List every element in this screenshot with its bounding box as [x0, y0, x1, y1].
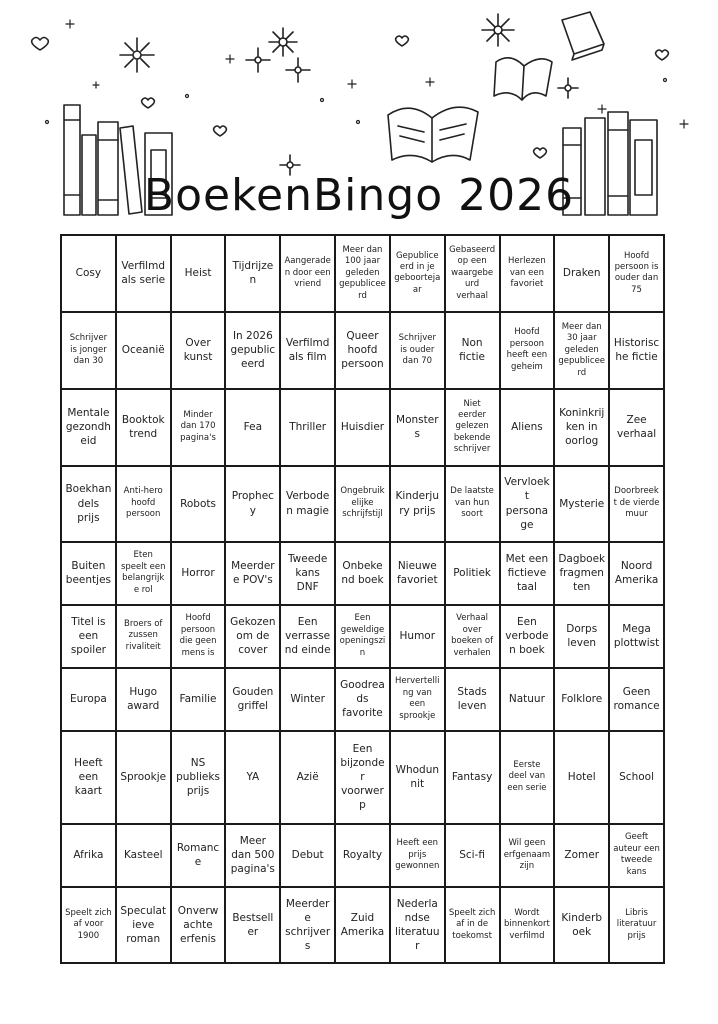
bingo-cell: Een verboden boek: [500, 605, 555, 668]
bingo-cell: Dagboek fragmenten: [554, 542, 609, 605]
bingo-cell: Oceanië: [116, 312, 171, 389]
bingo-cell: Winter: [280, 668, 335, 731]
bingo-row: [61, 887, 664, 963]
bingo-cell: Broers of zussen rivaliteit: [116, 605, 171, 668]
bingo-cell: Humor: [390, 605, 445, 668]
bingo-cell: Heeft een kaart: [61, 731, 116, 824]
bingo-cell: Ongebruikelijke schrijfstijl: [335, 466, 390, 542]
bingo-cell: In 2026 gepubliceerd: [225, 312, 280, 389]
bingo-cell: Goodreads favorite: [335, 668, 390, 731]
bingo-cell: Bestseller: [225, 887, 280, 963]
bingo-cell: Debut: [280, 824, 335, 887]
bingo-cell: Schrijver is ouder dan 70: [390, 312, 445, 389]
bingo-cell: Hotel: [554, 731, 609, 824]
bingo-cell: Een bijzonder voorwerp: [335, 731, 390, 824]
bingo-cell: Kasteel: [116, 824, 171, 887]
bingo-cell: Hoofd persoon is ouder dan 75: [609, 235, 664, 312]
bingo-cell: Meer dan 30 jaar geleden gepubliceerd: [554, 312, 609, 389]
bingo-cell: Hugo award: [116, 668, 171, 731]
bingo-cell: Meerdere POV's: [225, 542, 280, 605]
bingo-cell: School: [609, 731, 664, 824]
bingo-cell: Meerdere schrijvers: [280, 887, 335, 963]
bingo-cell: Robots: [171, 466, 226, 542]
bingo-cell: Mega plottwist: [609, 605, 664, 668]
bingo-cell: Zomer: [554, 824, 609, 887]
bingo-cell: Kinderjury prijs: [390, 466, 445, 542]
bingo-row: [61, 605, 664, 668]
bingo-cell: Buiten beentjes: [61, 542, 116, 605]
bingo-cell: Een geweldige openingszin: [335, 605, 390, 668]
bingo-cell: Aangeraden door een vriend: [280, 235, 335, 312]
bingo-cell: YA: [225, 731, 280, 824]
bingo-cell: Non fictie: [445, 312, 500, 389]
bingo-cell: Minder dan 170 pagina's: [171, 389, 226, 466]
bingo-cell: Speelt zich af voor 1900: [61, 887, 116, 963]
bingo-cell: Prophecy: [225, 466, 280, 542]
bingo-cell: Gepubliceerd in je geboortejaar: [390, 235, 445, 312]
bingo-cell: Wordt binnenkort verfilmd: [500, 887, 555, 963]
bingo-cell: Hervertelling van een sprookje: [390, 668, 445, 731]
bingo-cell: Fea: [225, 389, 280, 466]
bingo-cell: Huisdier: [335, 389, 390, 466]
bingo-cell: Hoofd persoon die geen mens is: [171, 605, 226, 668]
bingo-cell: Tweede kans DNF: [280, 542, 335, 605]
bingo-cell: Familie: [171, 668, 226, 731]
bingo-cell: Aliens: [500, 389, 555, 466]
bingo-cell: Sprookje: [116, 731, 171, 824]
flowers-illustration: [120, 14, 578, 175]
bingo-cell: Royalty: [335, 824, 390, 887]
bingo-cell: Meer dan 500 pagina's: [225, 824, 280, 887]
page-title: BoekenBingo 2026: [143, 170, 575, 221]
bingo-cell: Speelt zich af in de toekomst: [445, 887, 500, 963]
bingo-cell: Verhaal over boeken of verhalen: [445, 605, 500, 668]
bingo-row: [61, 542, 664, 605]
bingo-cell: Draken: [554, 235, 609, 312]
bingo-cell: Heist: [171, 235, 226, 312]
bingo-row: [61, 668, 664, 731]
bingo-cell: Stads leven: [445, 668, 500, 731]
bingo-row: [61, 466, 664, 542]
bingo-cell: Natuur: [500, 668, 555, 731]
bingo-cell: Onbekend boek: [335, 542, 390, 605]
bingo-cell: Whodunnit: [390, 731, 445, 824]
bingo-cell: Gebaseerd op een waargebeurd verhaal: [445, 235, 500, 312]
bingo-cell: Anti-hero hoofd persoon: [116, 466, 171, 542]
bingo-cell: Sci-fi: [445, 824, 500, 887]
bingo-cell: Speculatieve roman: [116, 887, 171, 963]
bingo-cell: Zuid Amerika: [335, 887, 390, 963]
sparkles-illustration: [46, 20, 689, 128]
bingo-cell: Historische fictie: [609, 312, 664, 389]
bingo-cell: Over kunst: [171, 312, 226, 389]
bingo-cell: Een verrassend einde: [280, 605, 335, 668]
bingo-cell: De laatste van hun soort: [445, 466, 500, 542]
bingo-cell: Vervloekt personage: [500, 466, 555, 542]
bingo-cell: Mentale gezondheid: [61, 389, 116, 466]
bingo-cell: Zee verhaal: [609, 389, 664, 466]
bingo-cell: Gouden griffel: [225, 668, 280, 731]
bingo-cell: Verfilmd als film: [280, 312, 335, 389]
bingo-cell: Dorps leven: [554, 605, 609, 668]
bingo-row: [61, 389, 664, 466]
bingo-cell: Fantasy: [445, 731, 500, 824]
bingo-cell: Europa: [61, 668, 116, 731]
bingo-cell: Monsters: [390, 389, 445, 466]
bingo-cell: Niet eerder gelezen bekende schrijver: [445, 389, 500, 466]
bingo-cell: Onverwachte erfenis: [171, 887, 226, 963]
bingo-cell: Tijdrijzen: [225, 235, 280, 312]
bingo-row: [61, 312, 664, 389]
bingo-cell: Titel is een spoiler: [61, 605, 116, 668]
bingo-row: [61, 235, 664, 312]
bingo-cell: Queer hoofd persoon: [335, 312, 390, 389]
bingo-cell: Booktok trend: [116, 389, 171, 466]
bingo-cell: Afrika: [61, 824, 116, 887]
bingo-cell: Kinderboek: [554, 887, 609, 963]
bingo-cell: NS publieks prijs: [171, 731, 226, 824]
bingo-cell: Boekhandels prijs: [61, 466, 116, 542]
bingo-cell: Cosy: [61, 235, 116, 312]
bingo-cell: Heeft een prijs gewonnen: [390, 824, 445, 887]
bingo-cell: Geen romance: [609, 668, 664, 731]
bingo-cell: Politiek: [445, 542, 500, 605]
bingo-cell: Gekozen om de cover: [225, 605, 280, 668]
bingo-cell: Libris literatuur prijs: [609, 887, 664, 963]
bingo-cell: Folklore: [554, 668, 609, 731]
bingo-row: [61, 731, 664, 824]
bingo-cell: Wil geen erfgenaam zijn: [500, 824, 555, 887]
bingo-cell: Doorbreekt de vierde muur: [609, 466, 664, 542]
bingo-cell: Herlezen van een favoriet: [500, 235, 555, 312]
bingo-cell: Hoofd persoon heeft een geheim: [500, 312, 555, 389]
bingo-cell: Verfilmd als serie: [116, 235, 171, 312]
bingo-cell: Schrijver is jonger dan 30: [61, 312, 116, 389]
bingo-cell: Met een fictieve taal: [500, 542, 555, 605]
bingo-cell: Mysterie: [554, 466, 609, 542]
bingo-cell: Nieuwe favoriet: [390, 542, 445, 605]
bingo-cell: Thriller: [280, 389, 335, 466]
bingo-row: [61, 824, 664, 887]
bingo-cell: Romance: [171, 824, 226, 887]
bingo-cell: Horror: [171, 542, 226, 605]
bingo-cell: Noord Amerika: [609, 542, 664, 605]
bingo-cell: Azië: [280, 731, 335, 824]
bingo-cell: Meer dan 100 jaar geleden gepubliceerd: [335, 235, 390, 312]
bingo-grid: [60, 234, 665, 964]
bingo-cell: Koninkrijken in oorlog: [554, 389, 609, 466]
bingo-cell: Eten speelt een belangrijke rol: [116, 542, 171, 605]
bingo-cell: Verboden magie: [280, 466, 335, 542]
bingo-cell: Eerste deel van een serie: [500, 731, 555, 824]
bingo-cell: Nederlandse literatuur: [390, 887, 445, 963]
bingo-cell: Geeft auteur een tweede kans: [609, 824, 664, 887]
